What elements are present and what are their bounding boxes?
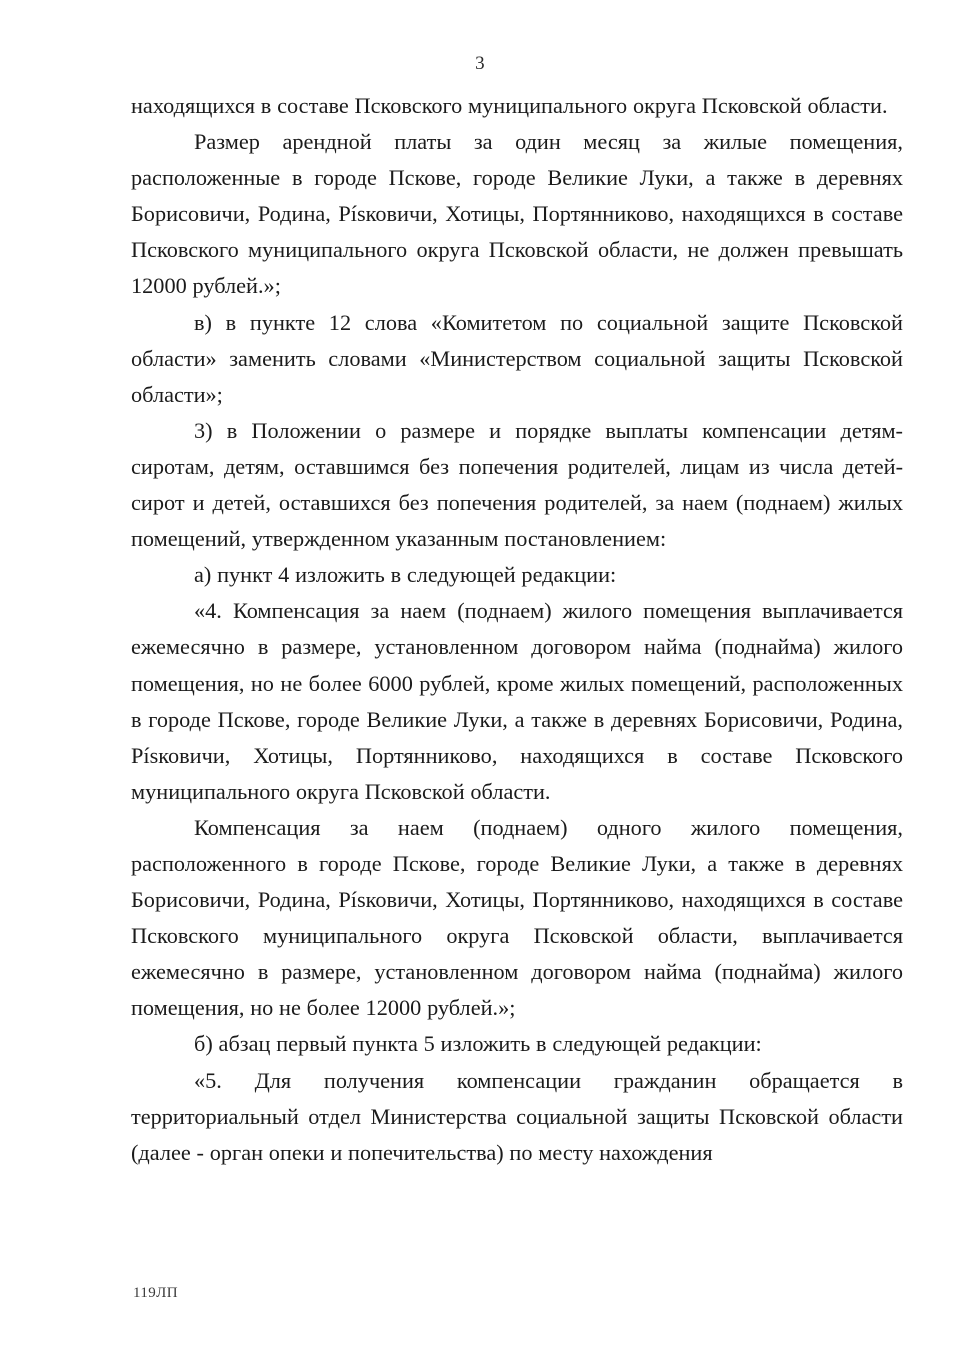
document-body [131, 88, 903, 1171]
paragraph: Компенсация за наем (поднаем) одного жилого помещения, расположенного в городе Пскове, городе Великие Луки, а также в деревнях Борисовичи, Родина, Písковичи, Хотицы, Портянниково, находящихся в составе Псковского муниципального округа Псковской области, выплачивается ежемесячно в размере, установленном договором найма (поднайма) жилого помещения, но не более 12000 рублей.»; [131, 814, 903, 1021]
page-number: 3 [475, 53, 485, 74]
paragraph: в) в пункте 12 слова «Комитетом по социальной защите Псковской области» заменить словами «Министерством социальной защиты Псковской области»; [131, 309, 903, 407]
paragraph: 3) в Положении о размере и порядке выплаты компенсации детям-сиротам, детям, оставшимся без попечения родителей, лицам из числа детей-сирот и детей, оставшихся без попечения родителей, за наем (поднаем) жилых помещений, утвержденном указанным постановлением: [131, 417, 903, 552]
paragraph: «4. Компенсация за наем (поднаем) жилого помещения выплачивается ежемесячно в размере, установленном договором найма (поднайма) жилого помещения, но не более 6000 рублей, кроме жилых помещений, расположенных в городе Пскове, городе Великие Луки, а также в деревнях Борисовичи, Родина, Písковичи, Хотицы, Портянниково, находящихся в составе Псковского муниципального округа Псковской области. [131, 598, 903, 804]
paragraph: «5. Для получения компенсации гражданин обращается в территориальный отдел Министерства социальной защиты Псковской области (далее - орган опеки и попечительства) по месту нахождения [131, 1067, 903, 1165]
footer-mark: 119ЛП [133, 1285, 178, 1301]
paragraph: Размер арендной платы за один месяц за жилые помещения, расположенные в городе Пскове, городе Великие Луки, а также в деревнях Борисовичи, Родина, Písковичи, Хотицы, Портянниково, находящихся в составе Псковского муниципального округа Псковской области, не должен превышать 12000 рублей.»; [131, 129, 903, 299]
paragraph: находящихся в составе Псковского муниципального округа Псковской области. [131, 93, 888, 118]
paragraph: а) пункт 4 изложить в следующей редакции: [194, 562, 617, 588]
paragraph: б) абзац первый пункта 5 изложить в следующей редакции: [194, 1031, 762, 1057]
